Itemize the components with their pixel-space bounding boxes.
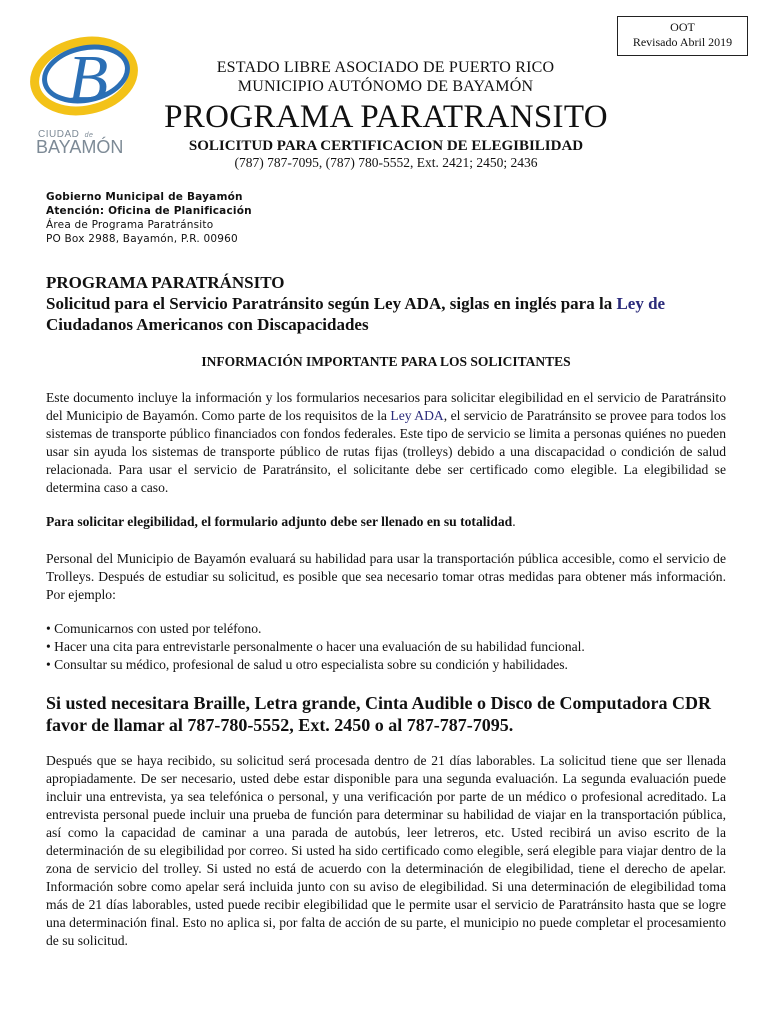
revision-code: OOT: [670, 20, 695, 34]
revision-box: [617, 16, 748, 56]
logo-bayamon-label: BAYAMÓN: [36, 137, 124, 156]
evaluation-paragraph: Personal del Municipio de Bayamón evaluará su habilidad para usar la transportación pública accesible, como el servicio de Trolleys. Después de estudiar su solicitud, es posible que sea necesario tomar otras medidas para obtener más información. Por ejemplo:: [46, 551, 726, 602]
intro-text-a: Este documento incluye la información y los formularios necesarios para solicitar elegibilidad en el servicio de Paratránsito del Municipio de Bayamón. Como parte de los requisitos de la: [46, 390, 726, 423]
example-list: [46, 620, 726, 674]
program-ley-link: Ley de: [616, 294, 666, 313]
header-government: [164, 58, 607, 96]
intro-paragraph: [46, 389, 726, 497]
ley-ada-ref: Ley ADA: [390, 408, 444, 423]
eligibility-note-period: .: [512, 514, 516, 529]
address-line1: Gobierno Municipal de Bayamón: [46, 191, 243, 203]
page-subtitle: SOLICITUD PARA CERTIFICACION DE ELEGIBILIDAD: [188, 138, 584, 154]
page-title: PROGRAMA PARATRANSITO: [164, 99, 608, 135]
revision-date: Revisado Abril 2019: [632, 35, 733, 49]
list-item: • Hacer una cita para entrevistarle personalmente o hacer una evaluación de su habilidad funcional.: [46, 639, 585, 654]
eligibility-note: [46, 513, 726, 531]
program-title: PROGRAMA PARATRÁNSITO: [46, 273, 285, 292]
header-phones: (787) 787-7095, (787) 780-5552, Ext. 2421; 2450; 2436: [234, 155, 538, 170]
bayamon-logo: [26, 26, 142, 156]
info-heading: INFORMACIÓN IMPORTANTE PARA LOS SOLICITANTES: [201, 354, 571, 369]
program-line2-text: Solicitud para el Servicio Paratránsito según Ley ADA, siglas en inglés para la: [46, 294, 617, 313]
accessibility-notice: [46, 692, 726, 736]
accessibility-line1: Si usted necesitara Braille, Letra grande, Cinta Audible o Disco de Computadora CDR: [46, 693, 711, 713]
mailing-address: [46, 190, 252, 246]
eligibility-note-text: Para solicitar elegibilidad, el formulario adjunto debe ser llenado en su totalidad: [46, 514, 513, 529]
program-heading: [46, 272, 726, 335]
header-line1: ESTADO LIBRE ASOCIADO DE PUERTO RICO: [216, 59, 555, 76]
header-line2: MUNICIPIO AUTÓNOMO DE BAYAMÓN: [237, 78, 534, 95]
logo-mark: B: [67, 42, 109, 115]
program-line3: Ciudadanos Americanos con Discapacidades: [46, 315, 369, 334]
list-item: • Consultar su médico, profesional de salud u otro especialista sobre su condición y habilidades.: [46, 657, 568, 672]
accessibility-line2: favor de llamar al 787-780-5552, Ext. 2450 o al 787-787-7095.: [46, 715, 514, 735]
address-line3: Área de Programa Paratránsito: [46, 219, 214, 231]
processing-paragraph: Después que se haya recibido, su solicitud será procesada dentro de 21 días laborables. La solicitud tiene que ser llenada apropiadamente. De ser necesario, usted debe estar disponible para una segunda evaluación. La segunda evaluación puede incluir una entrevista, ya sea telefónica o personal, y una verificación por parte de un médico o profesional acreditado. La entrevista personal puede incluir una prueba de función para determinar su habilidad de viajar en la transportación pública, así como la capacidad de caminar a una parada de autobús, leer letreros, etc. Usted recibirá un aviso escrito de la determinación de su elegibilidad por correo. Si usted ha sido certificado como elegible, será elegible para viajar dentro de la zona de servicio del trolley. Si usted no está de acuerdo con la determinación de elegibilidad, tiene el derecho de apelar. Información sobre como apelar será incluida junto con su aviso de elegibilidad. Si una determinación de elegibilidad toma más de 21 días laborables, usted puede recibir elegibilidad que le permite usar el servicio de Paratránsito hasta que se logre una determinación final. Esto no aplica si, por falta de acción de su parte, el municipio no puede completar el procesamiento de su solicitud.: [46, 753, 726, 948]
address-line4: PO Box 2988, Bayamón, P.R. 00960: [46, 233, 238, 245]
list-item: • Comunicarnos con usted por teléfono.: [46, 621, 262, 636]
logo-de-label: de: [84, 132, 94, 139]
program-line2: [46, 293, 726, 314]
logo-city-label: CIUDAD: [38, 129, 80, 140]
address-line2: Atención: Oficina de Planificación: [46, 205, 252, 217]
intro-text-b: , el servicio de Paratránsito se provee para todos los sistemas de transporte público financiados con fondos federales. Este tipo de servicio se limita a personas quiénes no pueden usar sin ayuda los sistemas de transporte público de rutas fijas (trolleys) debido a una discapacidad o condición de salud relacionada. Para usar el servicio de Paratránsito, el solicitante debe ser certificado como elegible. La elegibilidad se determina caso a caso.: [46, 408, 726, 495]
